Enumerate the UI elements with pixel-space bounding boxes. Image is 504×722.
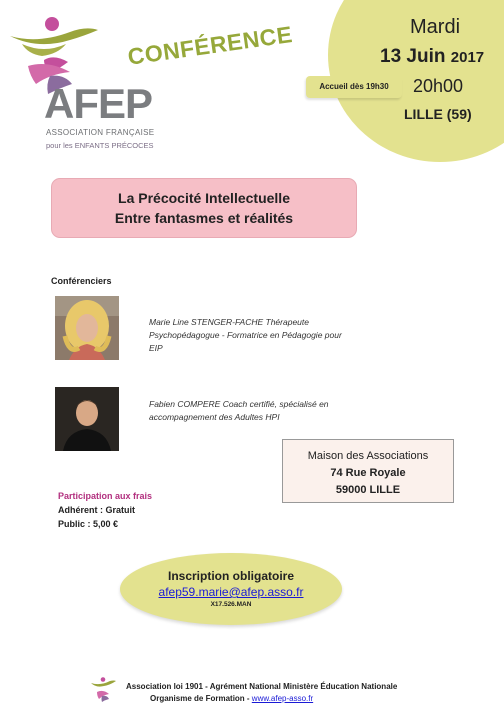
speakers-label: Conférenciers [51,276,112,286]
accueil-badge: Accueil dès 19h30 [306,76,402,98]
speaker-photo-1 [55,296,119,360]
logo-subtitle-line1: ASSOCIATION FRANÇAISE [46,128,155,137]
inscription-ellipse [120,553,342,625]
event-type-heading: CONFÉRENCE [126,21,295,70]
event-date-year: 2017 [450,49,485,66]
conference-title-line2: Entre fantasmes et réalités [114,210,294,226]
venue-name: Maison des Associations [307,450,429,462]
conference-title-box [51,178,357,238]
inscription-email-link[interactable]: afep59.marie@afep.asso.fr [158,585,304,599]
footer-website-link[interactable]: www.afep-asso.fr [251,694,314,703]
fees-member: Adhérent : Gratuit [58,505,136,515]
footer-line1: Association loi 1901 - Agrément National Ministère Éducation Nationale [126,682,398,691]
footer-logo-icon [90,676,116,702]
footer-line2-prefix: Organisme de Formation - [150,694,252,703]
event-day-name: Mardi [410,16,461,38]
venue-box [282,439,454,503]
inscription-code: X17.526.MAN [210,601,252,608]
speaker-2-line2: accompagnement des Adultes HPI [149,412,280,422]
afep-logo-text: AFEP [44,80,153,127]
speaker-1-line1: Marie Line STENGER-FACHE Thérapeute [149,317,309,327]
logo-subtitle-line2: pour les ENFANTS PRÉCOCES [46,141,154,150]
footer-line2 [150,694,313,703]
event-time: 20h00 [413,76,464,96]
event-city: LILLE (59) [404,106,472,122]
venue-city: 59000 LILLE [335,484,401,496]
speaker-1-description [149,316,349,355]
conference-title-line1: La Précocité Intellectuelle [118,190,290,206]
inscription-title: Inscription obligatoire [167,569,294,583]
event-date [380,46,484,68]
speaker-2-description [149,398,349,424]
venue-street: 74 Rue Royale [330,467,406,479]
fees-title: Participation aux frais [58,491,153,501]
speaker-photo-2 [55,387,119,451]
speaker-2-line1: Fabien COMPERE Coach certifié, spécialisé en [149,399,329,409]
event-date-day-month: 13 Juin [380,46,446,67]
fees-public: Public : 5,00 € [58,519,119,529]
speaker-1-line2: Psychopédagogue - Formatrice en Pédagogie pour EIP [149,330,342,353]
